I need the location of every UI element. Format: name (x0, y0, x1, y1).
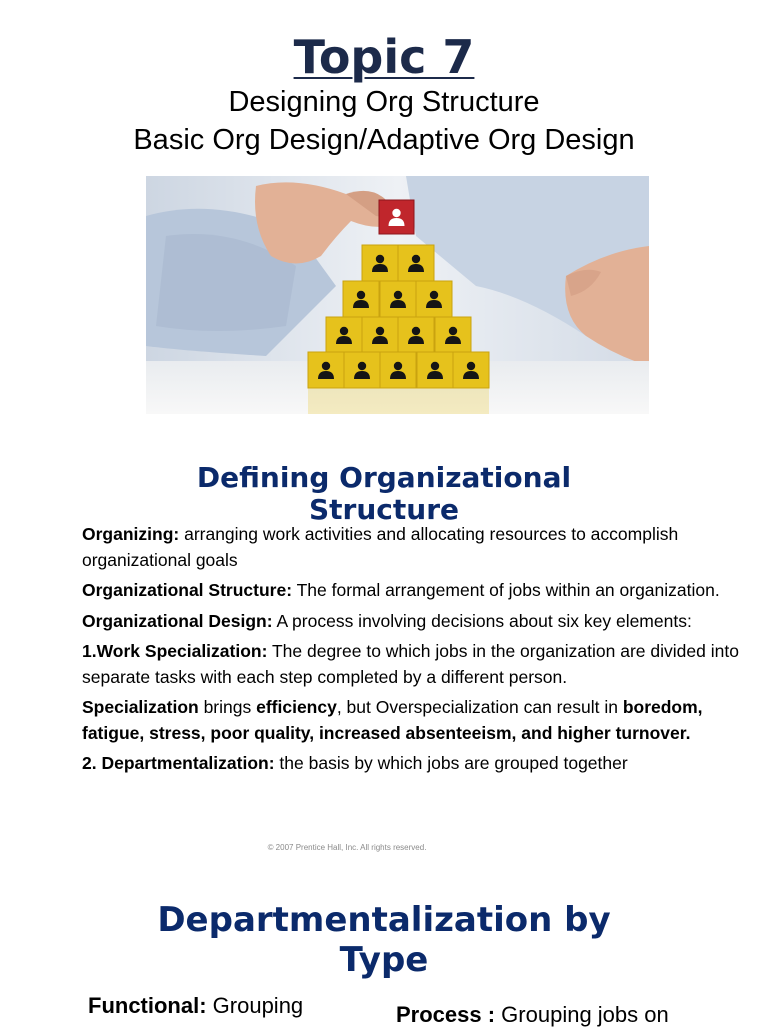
functional-text: Grouping (206, 993, 304, 1018)
bullet-text: The degree to which jobs in the organization are divided into separate tasks with each step completed by a different person. (82, 641, 739, 687)
bullet-text: arranging work activities and allocating resources to accomplish organizational goals (82, 524, 679, 570)
bullet-specialization-efficiency (62, 695, 742, 746)
bullet-term: Organizing: (82, 524, 180, 544)
bullet-term-consequences: boredom, fatigue, stress, poor quality, increased absenteeism, and higher turnover. (82, 697, 703, 743)
bullet-term-efficiency: efficiency (256, 697, 337, 717)
bullet-organizational-design (62, 609, 742, 635)
subtitle-line-1: Designing Org Structure (228, 86, 540, 118)
subtitle-line-2: Basic Org Design/Adaptive Org Design (133, 124, 635, 156)
bullet-term: 2. Departmentalization: (82, 753, 275, 773)
bullet-term: Organizational Structure: (82, 580, 293, 600)
bullet-term: Specialization (82, 697, 199, 717)
heading-line-1: Departmentalization by (157, 900, 611, 940)
process-term: Process : (396, 1002, 496, 1027)
bullet-organizing (62, 522, 742, 573)
heading-line-1: Defining Organizational (196, 461, 572, 494)
functional-column (88, 992, 303, 1021)
bullet-term: Organizational Design: (82, 610, 273, 631)
bullet-text: the basis by which jobs are grouped together (274, 753, 628, 773)
copyright-notice: © 2007 Prentice Hall, Inc. All rights reserved. (267, 843, 427, 852)
bullet-work-specialization (62, 639, 742, 690)
topic-title: Topic 7 (293, 30, 475, 84)
process-text: Grouping jobs on (495, 1002, 669, 1027)
bullet-text: brings (198, 697, 257, 717)
section-heading-departmentalization (0, 900, 768, 980)
bullet-text: A process involving decisions about six key elements: (272, 610, 692, 631)
bullet-organizational-structure (62, 578, 742, 604)
pyramid-of-person-blocks-image (146, 176, 649, 414)
bullet-departmentalization (62, 751, 742, 777)
bullet-text: The formal arrangement of jobs within an organization. (292, 580, 720, 600)
process-column (396, 1001, 669, 1030)
bullet-term: 1.Work Specialization: (82, 641, 268, 661)
functional-term: Functional: (88, 993, 207, 1018)
heading-line-2: Type (339, 940, 429, 980)
section-heading-defining-structure (0, 462, 768, 526)
heading-line-2: Structure (308, 493, 459, 526)
definition-bullet-list (62, 522, 742, 782)
bullet-text-2: , but Overspecialization can result in (336, 697, 623, 717)
